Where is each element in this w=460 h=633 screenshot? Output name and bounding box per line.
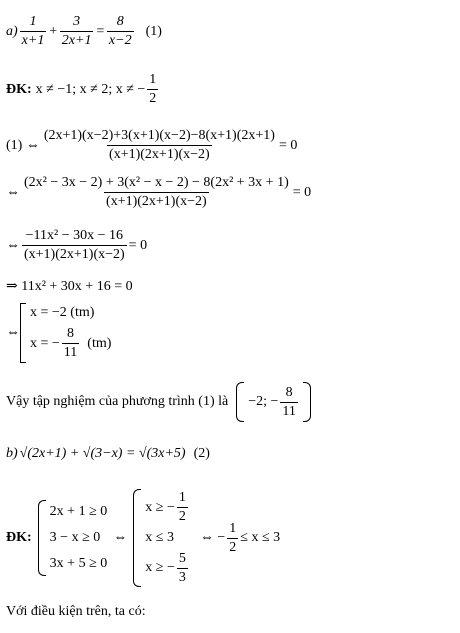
system-row: x ≥ − xyxy=(145,499,175,515)
fraction: $\frac{5}{3}$ xyxy=(178,550,186,585)
footer-text xyxy=(6,604,146,620)
solution-1: x = −2 (tm) xyxy=(30,304,95,320)
fraction: $\frac{8}{11}$ xyxy=(282,384,296,419)
step-rhs: = 0 xyxy=(292,184,312,200)
step-rhs: = 0 xyxy=(128,237,148,253)
system-row: x ≥ − xyxy=(145,560,175,576)
final-condition: ≤ x ≤ 3 xyxy=(240,530,281,545)
step-4 xyxy=(6,278,133,295)
bracket xyxy=(20,303,26,363)
part-b-label: b) xyxy=(6,446,18,461)
system-row: 3x + 5 ≥ 0 xyxy=(49,556,108,571)
system-brace xyxy=(133,489,141,587)
step-1 xyxy=(6,128,297,163)
step-5 xyxy=(6,302,111,364)
step-prefix: (1) ⇔ xyxy=(6,137,40,153)
system-row: 2x + 1 ≥ 0 xyxy=(49,504,108,519)
equation-2 xyxy=(6,446,210,462)
equation-tag: (2) xyxy=(193,446,210,461)
equation-1 xyxy=(6,14,162,49)
equals-sign: = xyxy=(95,23,105,39)
system-brace xyxy=(38,500,46,576)
conclusion-text: Vậy tập nghiệm của phương trình (1) là xyxy=(6,394,229,409)
fraction: $\frac{3}{2x+1}$ xyxy=(61,14,92,48)
step-text: ⇒ 11x² + 30x + 16 = 0 xyxy=(6,279,133,294)
condition-label: ĐK: xyxy=(6,81,32,97)
fraction: $\frac{\text{(2x² − 3x − 2) + 3(x² − x − 2) − 8(2x² + 3x + 1)}}{(x+1)(2x+1)(x-2)}$ xyxy=(24,175,289,209)
fraction: $\frac{1}{x+1}$ xyxy=(21,14,45,48)
set-brace-right xyxy=(303,382,311,422)
set-content: −2; − xyxy=(248,394,279,409)
fraction: $\frac{(2x+1)(x-2)+3(x+1)(x-2)-8(x+1)(2x+1)}{(x+1)(2x+1)(x-2)}$ xyxy=(43,128,275,162)
system-row: 3 − x ≥ 0 xyxy=(49,530,101,545)
step-2 xyxy=(6,175,311,210)
solution-2: x = − xyxy=(30,335,60,351)
set-brace-left xyxy=(236,382,244,422)
final-condition: ⇔ − xyxy=(199,530,226,545)
condition-label: ĐK: xyxy=(6,530,32,545)
fraction: $\frac{1}{2}$ xyxy=(229,520,237,555)
step-prefix: ⇔ xyxy=(6,237,20,253)
fraction: $\frac{1}{2}$ xyxy=(149,72,157,106)
condition-text: x ≠ −1; x ≠ 2; x ≠ − xyxy=(35,81,146,97)
condition-1 xyxy=(6,72,160,107)
step-prefix: ⇔ xyxy=(6,325,20,340)
step-prefix: ⇔ xyxy=(6,184,20,200)
equation-2-text: √(2x+1) + √(3−x) = √(3x+5) xyxy=(19,446,186,461)
fraction: $\frac{8}{x-2}$ xyxy=(108,14,132,48)
footer-line: Với điều kiện trên, ta có: xyxy=(6,604,146,619)
step-rhs: = 0 xyxy=(278,137,298,153)
equation-tag: (1) xyxy=(145,23,162,39)
part-a-label: a) xyxy=(6,23,18,39)
system-row: x ≤ 3 xyxy=(145,529,174,545)
condition-2 xyxy=(6,488,280,588)
conclusion xyxy=(6,382,311,422)
plus-sign: + xyxy=(48,23,58,39)
fraction: $\frac{\text{−11x² − 30x − 16}}{(x+1)(2x+1)(x-2)}$ xyxy=(24,228,125,262)
equivalence-arrow: ⇔ xyxy=(113,530,128,545)
fraction: $\frac{1}{2}$ xyxy=(178,490,186,525)
step-3 xyxy=(6,228,147,263)
fraction: $\frac{8}{11}$ xyxy=(63,326,78,361)
solution-tag: (tm) xyxy=(87,335,112,351)
